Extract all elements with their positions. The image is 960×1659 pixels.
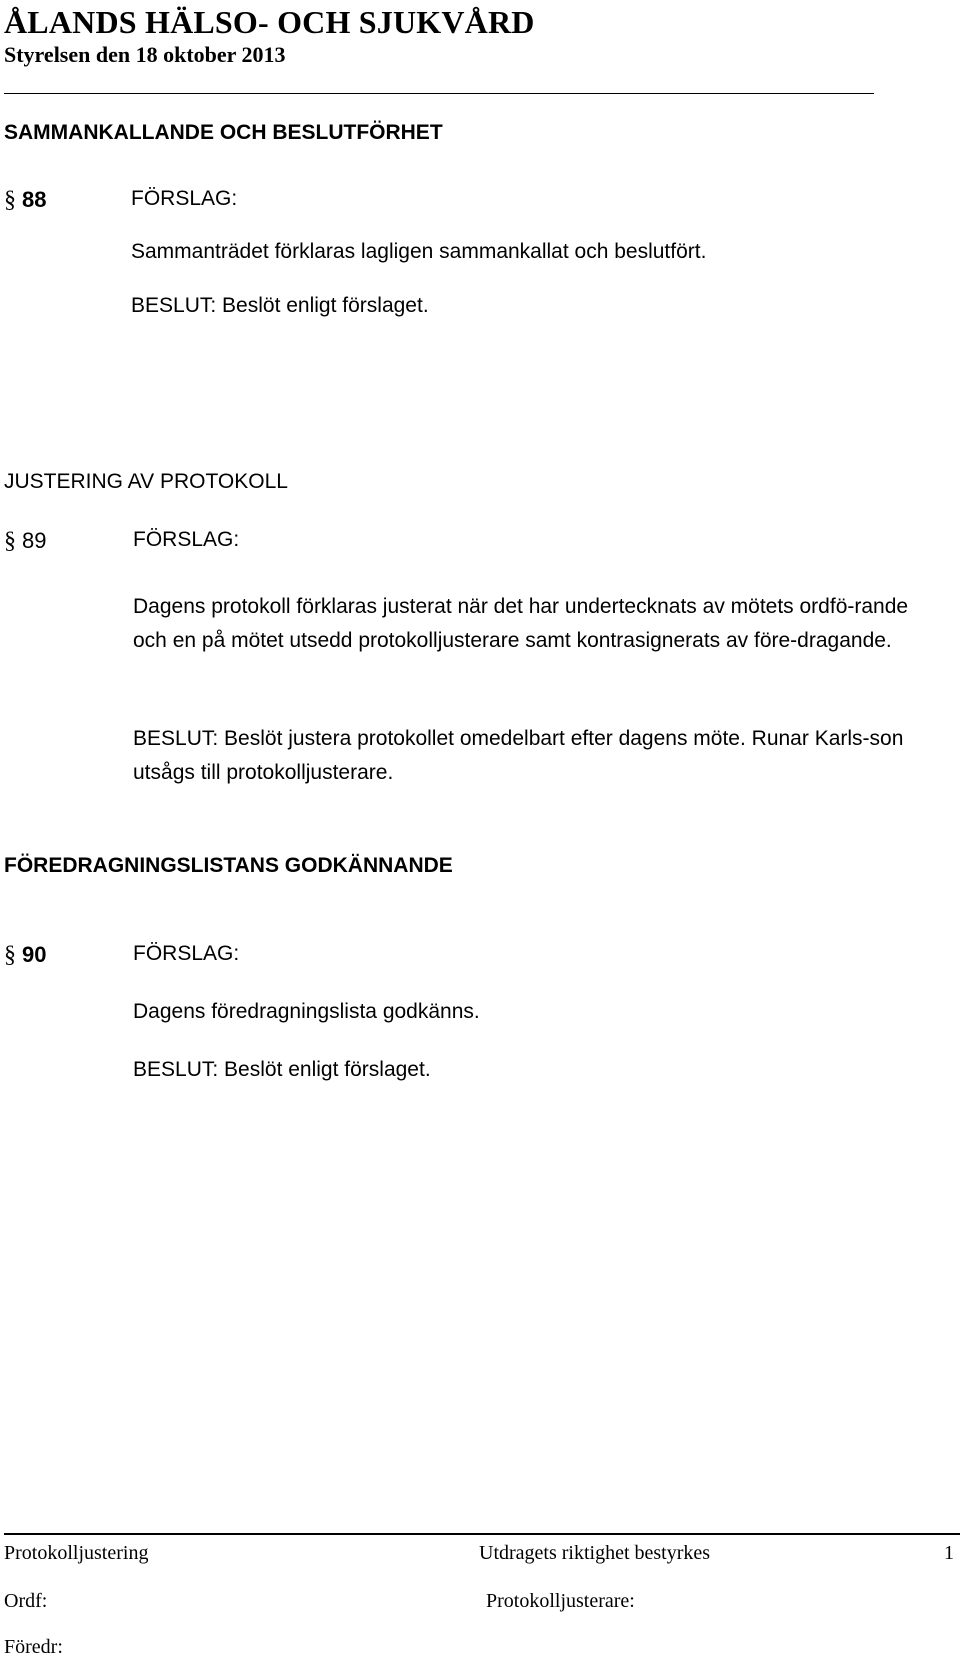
proposal-text: Sammanträdet förklaras lagligen sammankallat och beslutfört. — [131, 240, 707, 263]
section-number — [4, 187, 46, 214]
footer-certification: Utdragets riktighet bestyrkes — [479, 1542, 711, 1564]
proposal-label: FÖRSLAG: — [131, 187, 238, 210]
section-number — [4, 942, 46, 969]
decision-text: BESLUT: Beslöt justera protokollet omedelbart efter dagens möte. Runar Karls-son utsågs till protokolljusterare. — [133, 727, 904, 784]
section-heading: FÖREDRAGNINGSLISTANS GODKÄNNANDE — [4, 854, 453, 877]
section-number-value: 90 — [22, 942, 47, 967]
proposal-label: FÖRSLAG: — [133, 528, 240, 551]
paragraph-symbol-icon: § — [4, 528, 16, 554]
document-subtitle: Styrelsen den 18 oktober 2013 — [4, 42, 286, 67]
section-number-value: 89 — [22, 528, 47, 553]
decision-text: BESLUT: Beslöt enligt förslaget. — [131, 294, 429, 317]
header-divider — [4, 93, 874, 94]
footer-ordf-label: Ordf: — [4, 1590, 48, 1612]
proposal-text: Dagens föredragningslista godkänns. — [133, 1000, 480, 1023]
footer-divider — [4, 1533, 960, 1535]
document-title: ÅLANDS HÄLSO- OCH SJUKVÅRD — [4, 4, 535, 40]
page-number: 1 — [944, 1542, 954, 1564]
section-number — [4, 528, 46, 555]
paragraph-symbol-icon: § — [4, 187, 16, 213]
section-heading: SAMMANKALLANDE OCH BESLUTFÖRHET — [4, 121, 443, 144]
footer-foredr-label: Föredr: — [4, 1636, 63, 1658]
decision-text: BESLUT: Beslöt enligt förslaget. — [133, 1058, 431, 1081]
proposal-text: Dagens protokoll förklaras justerat när det har undertecknats av mötets ordfö-rande och en på mötet utsedd protokolljusterare samt kontrasignerats av före-dragande. — [133, 595, 909, 652]
section-heading: JUSTERING AV PROTOKOLL — [4, 470, 288, 493]
proposal-label: FÖRSLAG: — [133, 942, 240, 965]
paragraph-symbol-icon: § — [4, 942, 16, 968]
footer-justerare-label: Protokolljusterare: — [486, 1590, 635, 1612]
footer-protokolljustering: Protokolljustering — [4, 1542, 149, 1564]
section-number-value: 88 — [22, 187, 47, 212]
